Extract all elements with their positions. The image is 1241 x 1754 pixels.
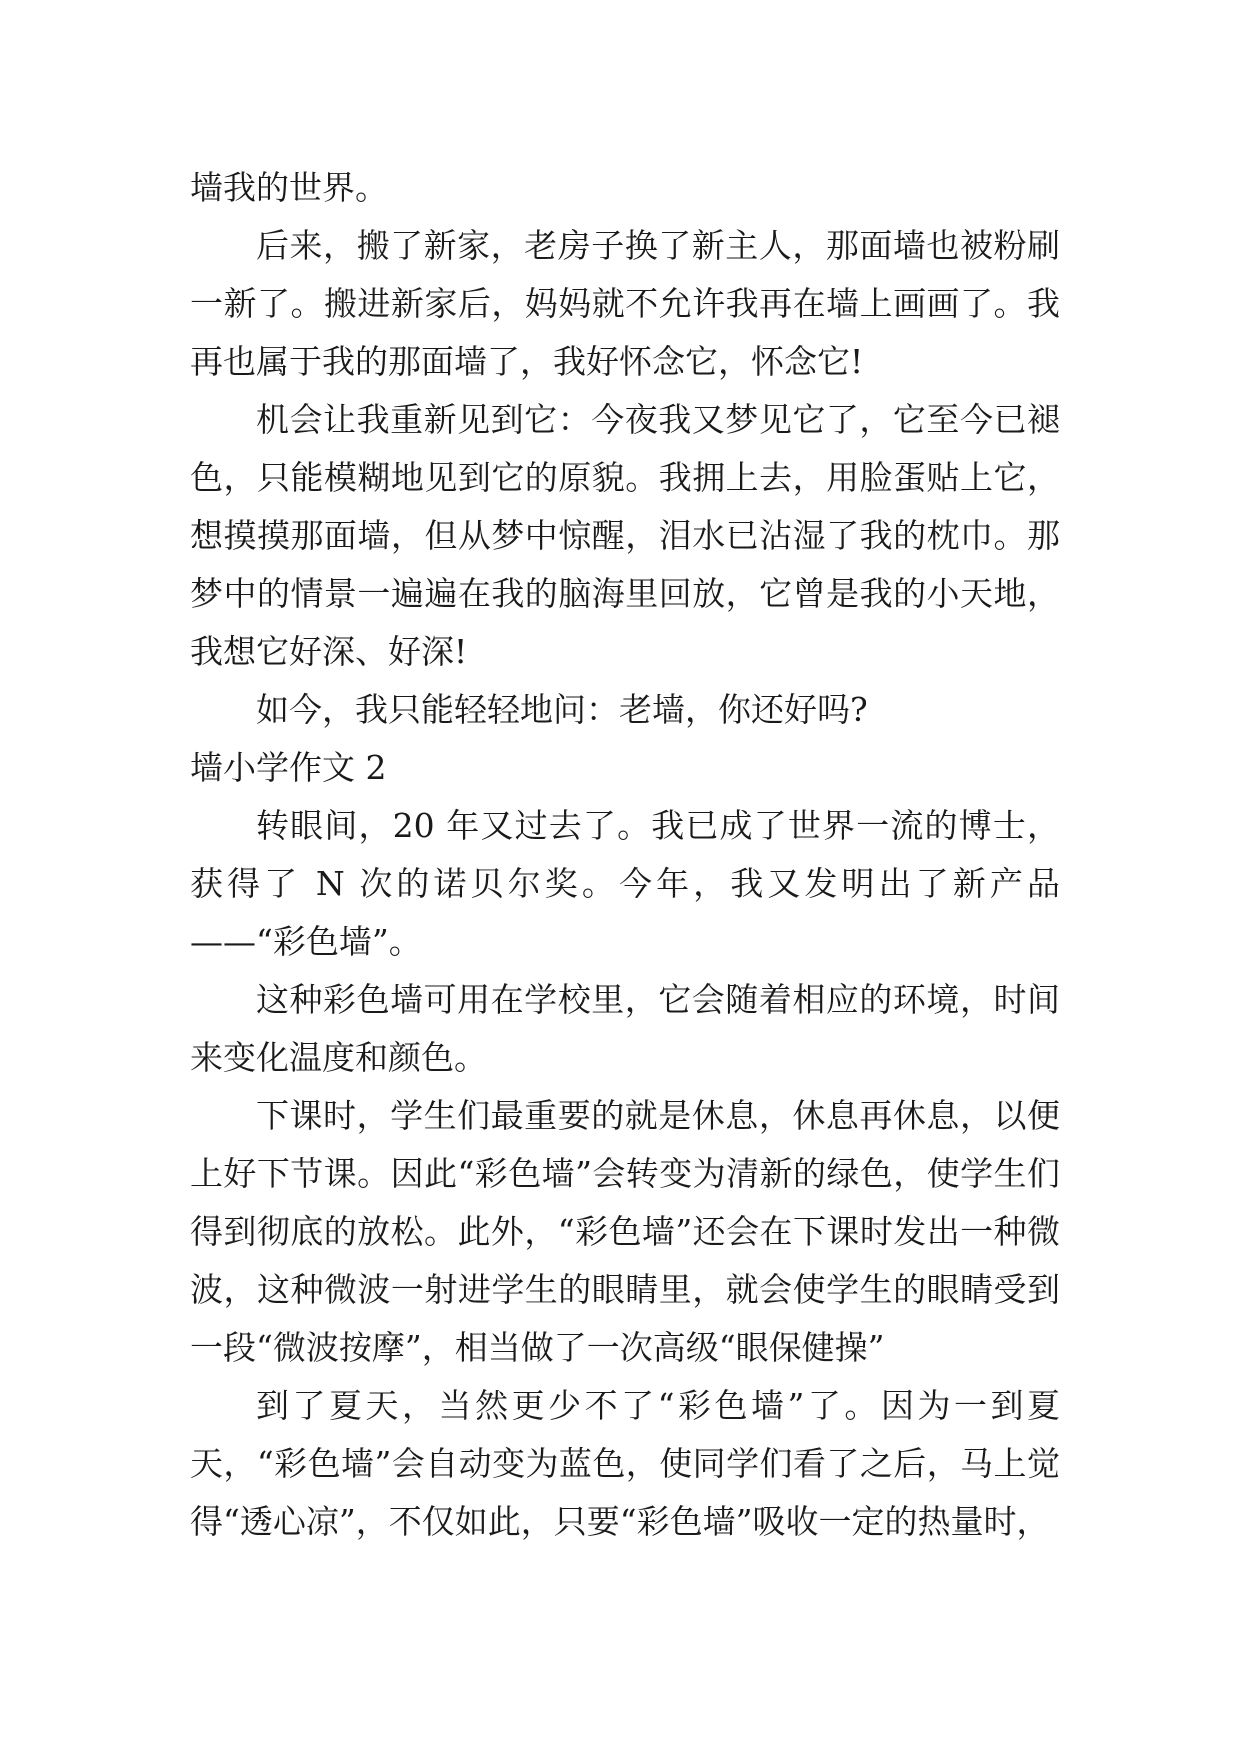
paragraph: 如今，我只能轻轻地问：老墙，你还好吗? xyxy=(256,690,868,729)
paragraph: 后来，搬了新家，老房子换了新主人，那面墙也被粉刷一新了。搬进新家后，妈妈就不允许我再在墙上画画了。我再也属于我的那面墙了，我好怀念它，怀念它! xyxy=(190,226,1060,381)
paragraph: 下课时，学生们最重要的就是休息，休息再休息，以便上好下节课。因此“彩色墙”会转变为清新的绿色，使学生们得到彻底的放松。此外，“彩色墙”还会在下课时发出一种微波，这种微波一射进学生的眼睛里，就会使学生的眼睛受到一段“微波按摩”，相当做了一次高级“眼保健操” xyxy=(190,1096,1060,1367)
document-body xyxy=(190,159,1060,1551)
paragraph: 机会让我重新见到它：今夜我又梦见它了，它至今已褪色，只能模糊地见到它的原貌。我拥上去，用脸蛋贴上它，想摸摸那面墙，但从梦中惊醒，泪水已沾湿了我的枕巾。那梦中的情景一遍遍在我的脑海里回放，它曾是我的小天地，我想它好深、好深! xyxy=(190,400,1060,671)
section-heading: 墙小学作文 2 xyxy=(190,748,387,787)
paragraph: 到了夏天，当然更少不了“彩色墙”了。因为一到夏天，“彩色墙”会自动变为蓝色，使同学们看了之后，马上觉得“透心凉”，不仅如此，只要“彩色墙”吸收一定的热量时， xyxy=(190,1386,1060,1541)
paragraph: 转眼间，20 年又过去了。我已成了世界一流的博士，获得了 N 次的诺贝尔奖。今年，我又发明出了新产品——“彩色墙”。 xyxy=(190,806,1060,961)
paragraph: 这种彩色墙可用在学校里，它会随着相应的环境，时间来变化温度和颜色。 xyxy=(190,980,1060,1077)
paragraph-continuation: 墙我的世界。 xyxy=(190,168,388,207)
